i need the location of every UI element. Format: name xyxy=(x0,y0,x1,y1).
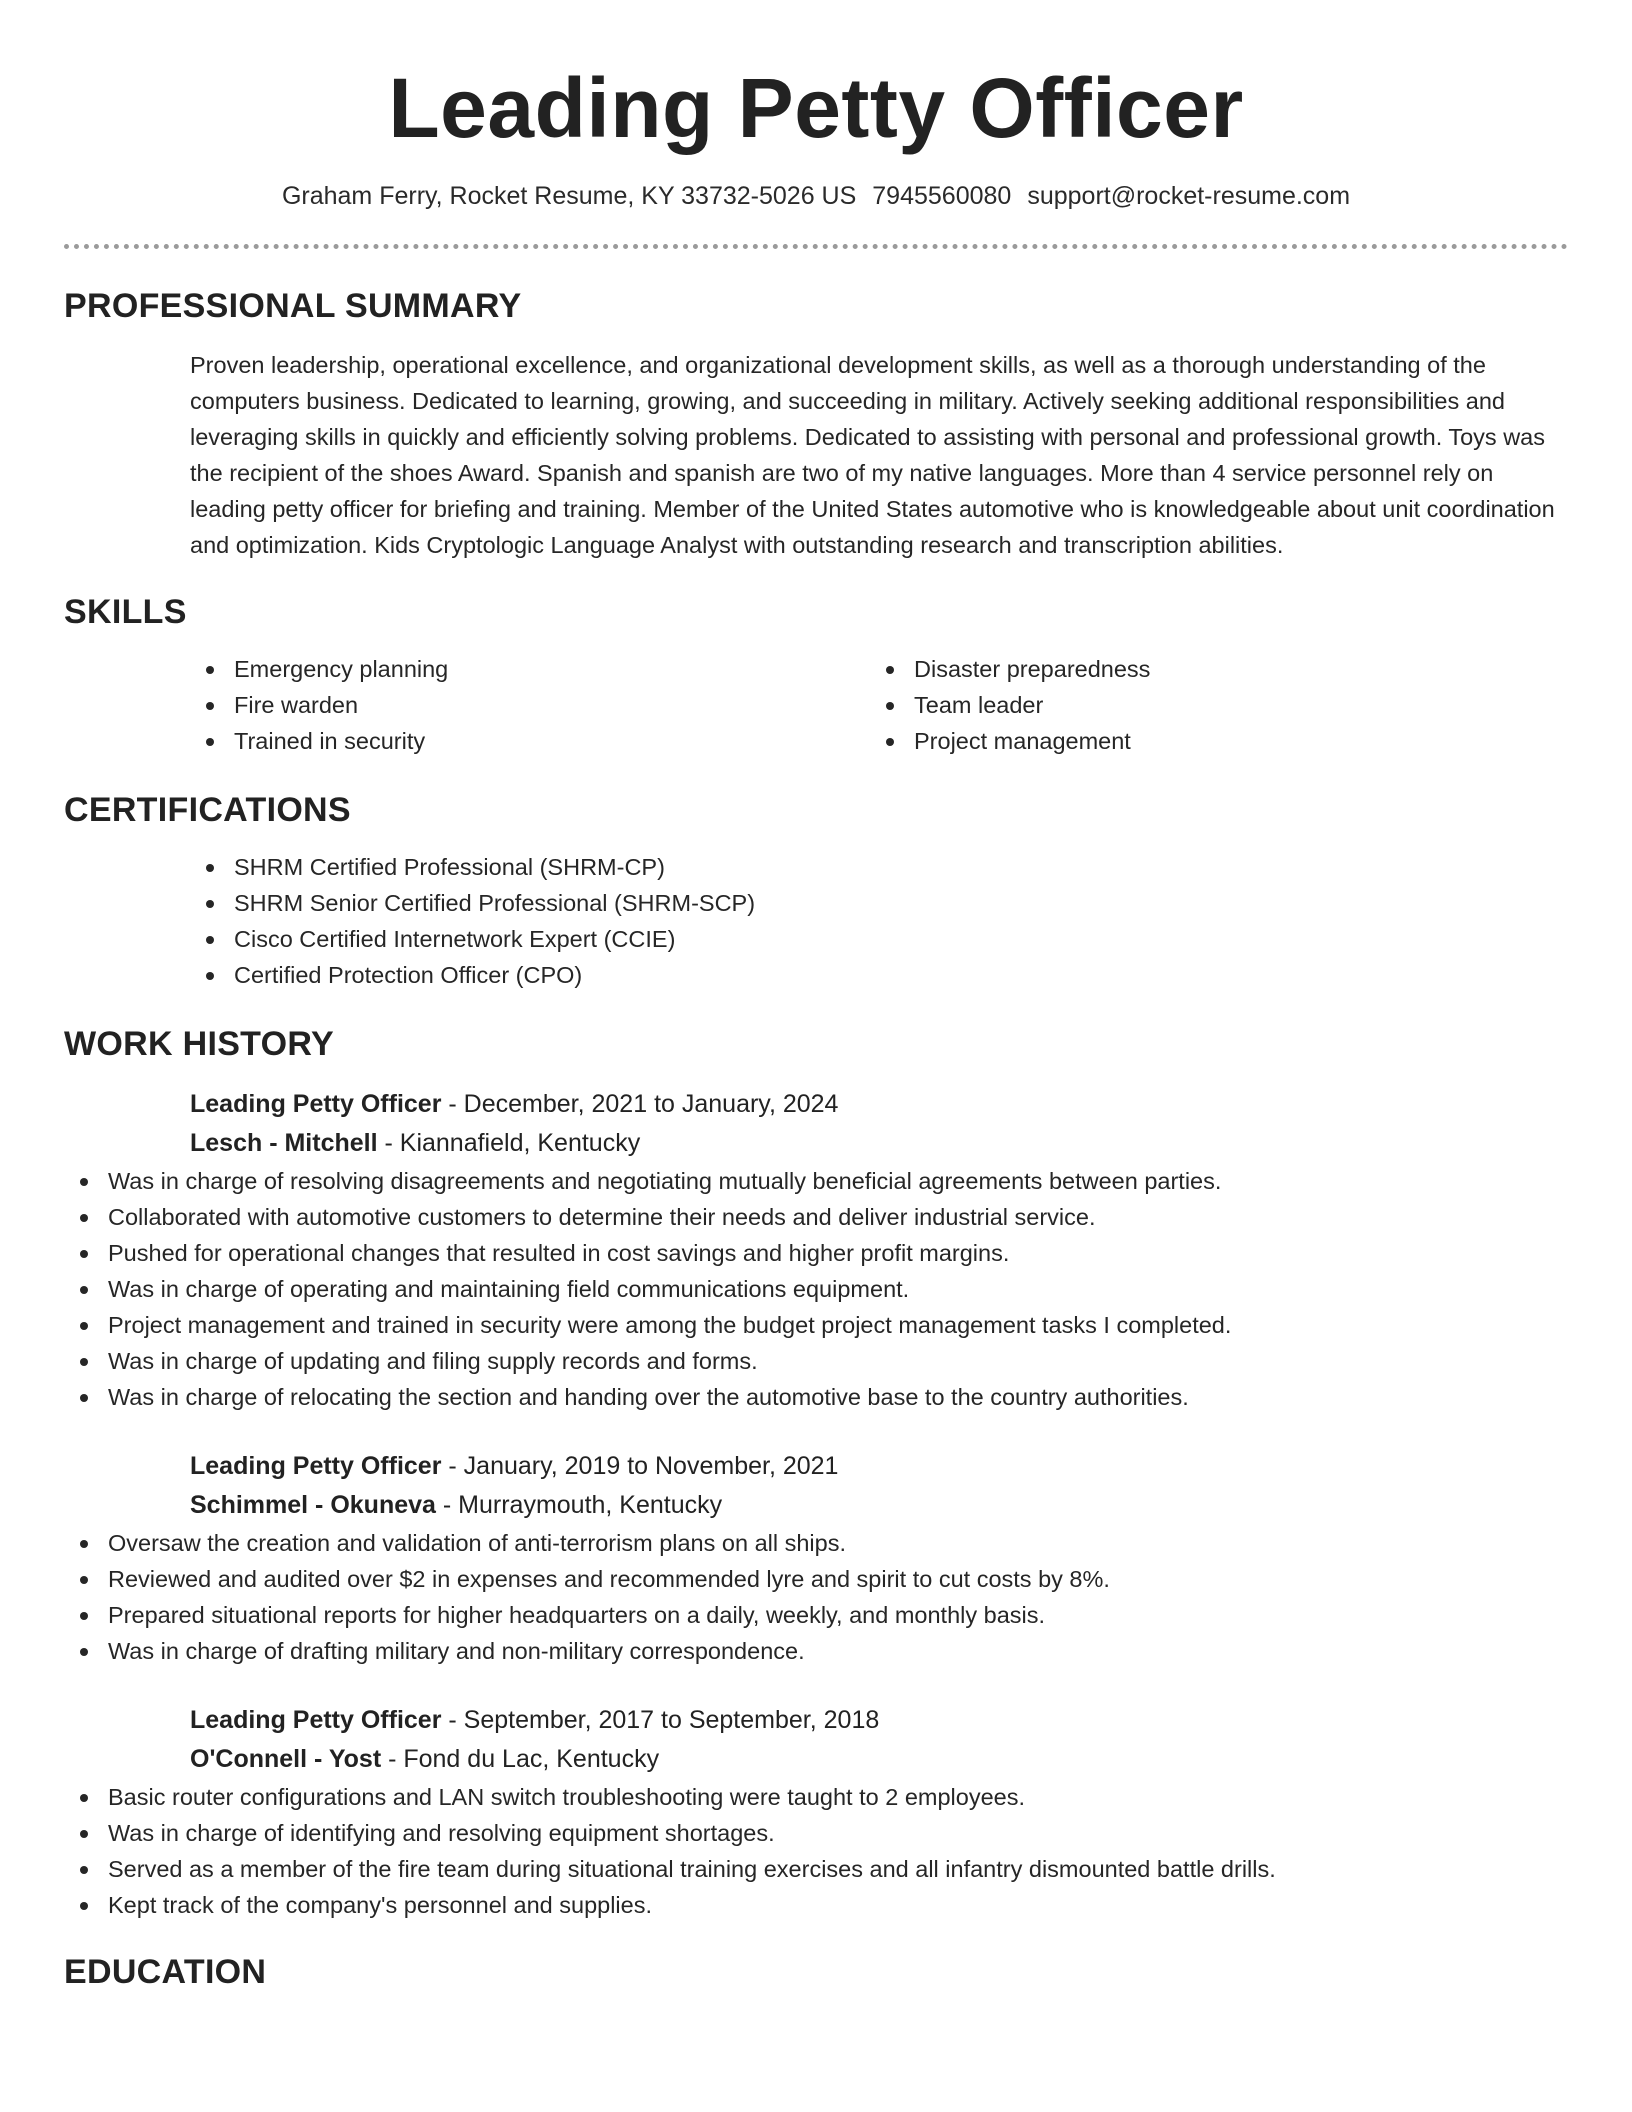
header-divider xyxy=(64,244,1568,249)
job-title-line xyxy=(190,1085,1568,1123)
job-bullet: Was in charge of identifying and resolving equipment shortages. xyxy=(64,1815,1568,1851)
job-bullet: Oversaw the creation and validation of anti-terrorism plans on all ships. xyxy=(64,1525,1568,1561)
job-title: Leading Petty Officer xyxy=(190,1452,442,1480)
education-section xyxy=(64,1951,1568,1993)
job-bullet: Served as a member of the fire team during situational training exercises and all infantry dismounted battle drills. xyxy=(64,1851,1568,1887)
job-bullet: Collaborated with automotive customers to determine their needs and deliver industrial service. xyxy=(64,1199,1568,1235)
job-title-line xyxy=(190,1701,1568,1739)
section-heading-summary: PROFESSIONAL SUMMARY xyxy=(64,287,522,325)
certification-item: Certified Protection Officer (CPO) xyxy=(190,957,1568,993)
job-bullet: Reviewed and audited over $2 in expenses and recommended lyre and spirit to cut costs by 8%. xyxy=(64,1561,1568,1597)
job-bullet: Basic router configurations and LAN switch troubleshooting were taught to 2 employees. xyxy=(64,1779,1568,1815)
job-bullet: Was in charge of resolving disagreements and negotiating mutually beneficial agreements between parties. xyxy=(64,1163,1568,1199)
job-bullet: Was in charge of operating and maintaining field communications equipment. xyxy=(64,1271,1568,1307)
job-company-line xyxy=(190,1739,1568,1779)
job-bullets xyxy=(64,1779,1568,1923)
summary-text: Proven leadership, operational excellence, and organizational development skills, as well as a thorough understanding of the computers business. Dedicated to learning, growing, and succeeding in military. Actively seeking additional responsibilities and leveraging skills in quickly and efficiently solving problems. Dedicated to assisting with personal and professional growth. Toys was the recipient of the shoes Award. Spanish and spanish are two of my native languages. More than 4 service personnel rely on leading petty officer for briefing and training. Member of the United States automotive who is knowledgeable about unit coordination and optimization. Kids Cryptologic Language Analyst with outstanding research and transcription abilities. xyxy=(190,352,1555,558)
job-dates: - January, 2019 to November, 2021 xyxy=(441,1452,839,1480)
section-heading-education: EDUCATION xyxy=(64,1953,267,1991)
certifications-section xyxy=(64,789,1568,993)
job-bullets xyxy=(64,1525,1568,1669)
skill-item: Project management xyxy=(870,723,1550,759)
job-bullet: Was in charge of relocating the section and handing over the automotive base to the country authorities. xyxy=(64,1379,1568,1415)
job-entry xyxy=(64,1701,1568,1923)
certification-item: SHRM Senior Certified Professional (SHRM-SCP) xyxy=(190,885,1568,921)
job-title: Leading Petty Officer xyxy=(190,1706,442,1734)
job-bullet: Was in charge of drafting military and non-military correspondence. xyxy=(64,1633,1568,1669)
skill-item: Emergency planning xyxy=(190,651,870,687)
job-location: - Fond du Lac, Kentucky xyxy=(381,1745,660,1773)
certifications-list xyxy=(190,849,1568,993)
job-bullet: Pushed for operational changes that resulted in cost savings and higher profit margins. xyxy=(64,1235,1568,1271)
job-bullet: Project management and trained in security were among the budget project management tasks I completed. xyxy=(64,1307,1568,1343)
skill-item: Fire warden xyxy=(190,687,870,723)
contact-phone: 7945560080 xyxy=(872,182,1012,210)
job-entry xyxy=(64,1447,1568,1669)
job-company: O'Connell - Yost xyxy=(190,1745,382,1773)
resume-title: Leading Petty Officer xyxy=(388,61,1244,155)
job-company: Schimmel - Okuneva xyxy=(190,1491,436,1519)
certification-item: Cisco Certified Internetwork Expert (CCIE) xyxy=(190,921,1568,957)
resume-page xyxy=(64,0,1568,1993)
skill-item: Trained in security xyxy=(190,723,870,759)
section-heading-certifications: CERTIFICATIONS xyxy=(64,791,351,829)
section-heading-skills: SKILLS xyxy=(64,593,187,631)
job-bullet: Kept track of the company's personnel and supplies. xyxy=(64,1887,1568,1923)
contact-email[interactable]: support@rocket-resume.com xyxy=(1027,182,1351,210)
skill-item: Disaster preparedness xyxy=(870,651,1550,687)
job-entry xyxy=(64,1085,1568,1415)
contact-address: Graham Ferry, Rocket Resume, KY 33732-5026 US xyxy=(281,182,857,210)
skills-grid xyxy=(190,651,1568,759)
work-history-section xyxy=(64,1023,1568,1923)
job-title-line xyxy=(190,1447,1568,1485)
job-bullet: Was in charge of updating and filing supply records and forms. xyxy=(64,1343,1568,1379)
skills-list-right xyxy=(870,651,1550,759)
job-dates: - September, 2017 to September, 2018 xyxy=(441,1706,880,1734)
certification-item: SHRM Certified Professional (SHRM-CP) xyxy=(190,849,1568,885)
contact-line xyxy=(64,180,1568,212)
skill-item: Team leader xyxy=(870,687,1550,723)
job-company-line xyxy=(190,1123,1568,1163)
job-location: - Kiannafield, Kentucky xyxy=(377,1129,641,1157)
job-dates: - December, 2021 to January, 2024 xyxy=(441,1090,839,1118)
section-heading-work-history: WORK HISTORY xyxy=(64,1025,334,1063)
job-bullet: Prepared situational reports for higher headquarters on a daily, weekly, and monthly basis. xyxy=(64,1597,1568,1633)
job-company: Lesch - Mitchell xyxy=(190,1129,378,1157)
skills-list-left xyxy=(190,651,870,759)
job-bullets xyxy=(64,1163,1568,1415)
job-title: Leading Petty Officer xyxy=(190,1090,442,1118)
job-location: - Murraymouth, Kentucky xyxy=(435,1491,723,1519)
summary-section xyxy=(64,285,1568,563)
skills-section xyxy=(64,591,1568,759)
job-company-line xyxy=(190,1485,1568,1525)
